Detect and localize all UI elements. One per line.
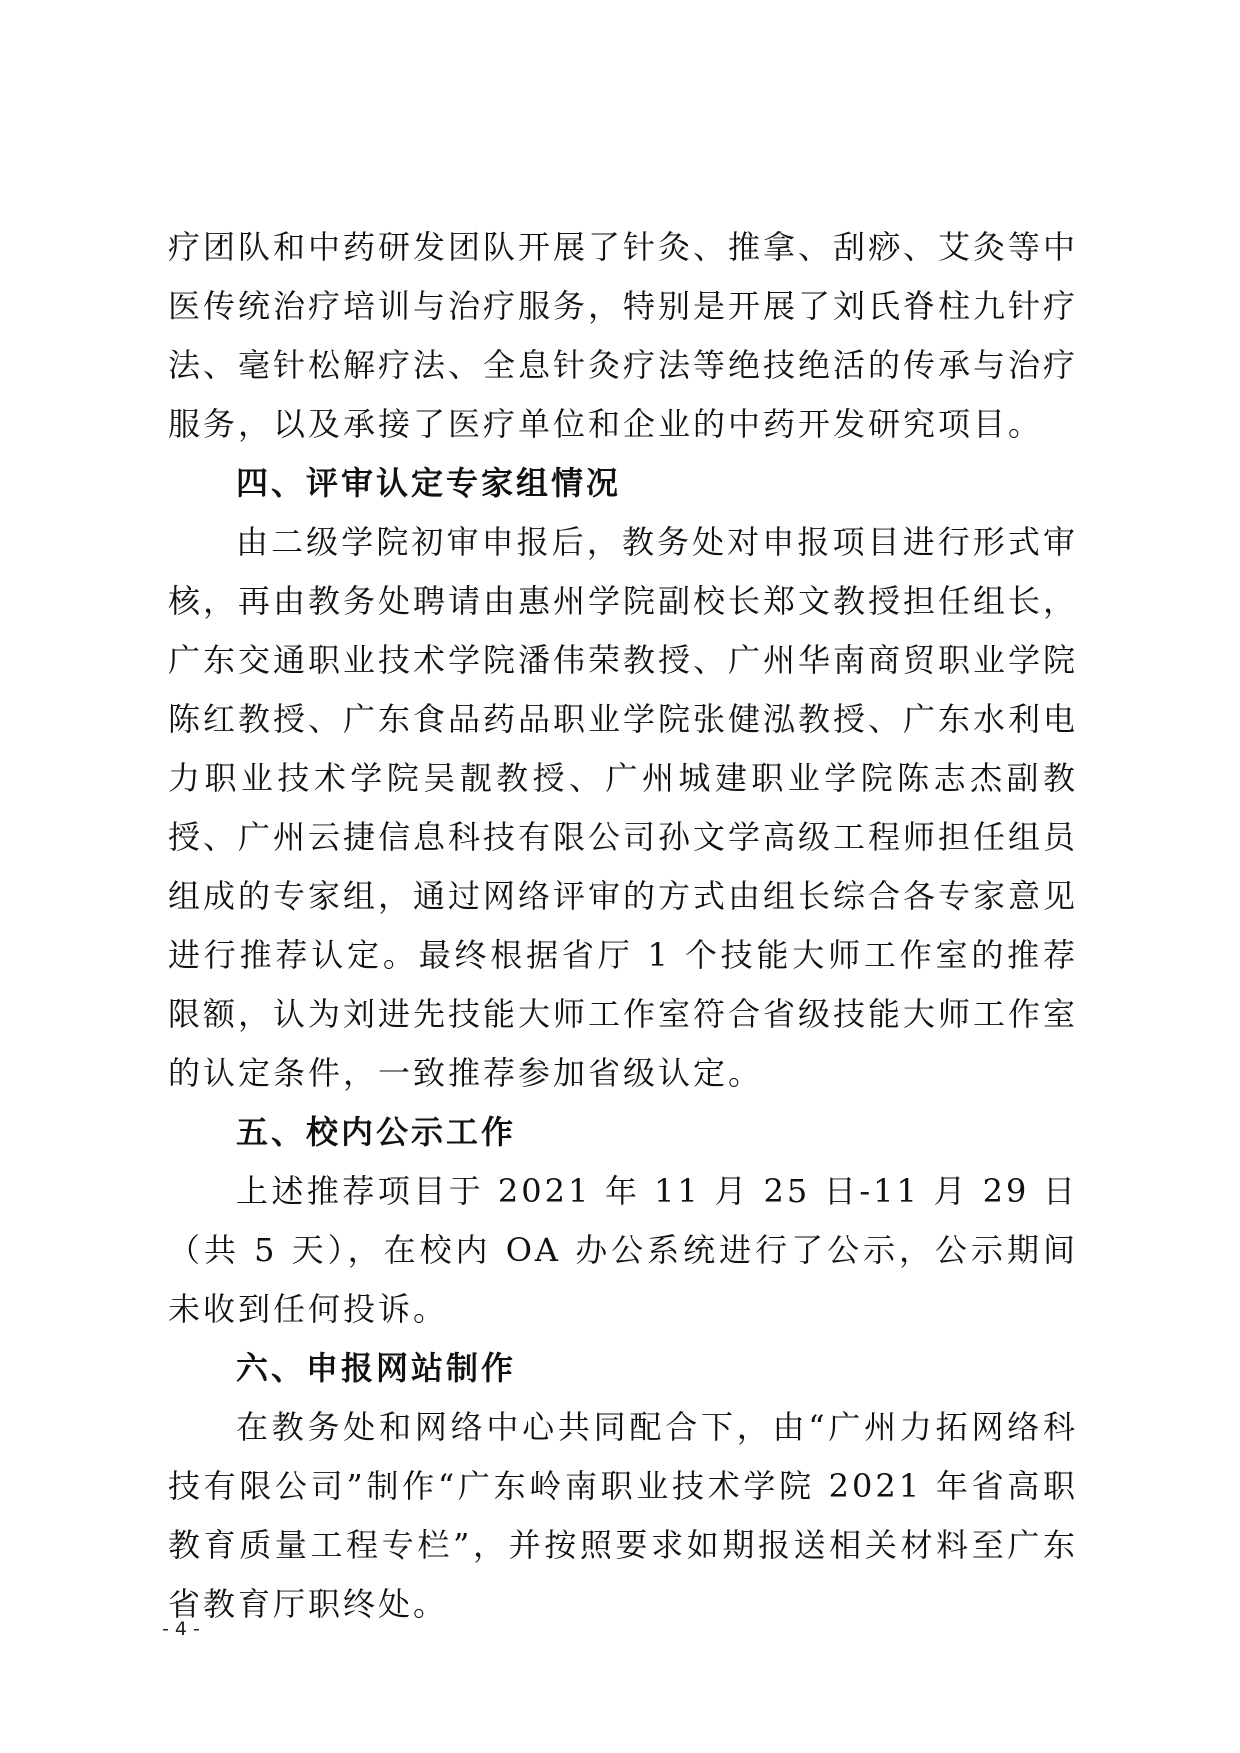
paragraph-website: 在教务处和网络中心共同配合下，由“广州力拓网络科技有限公司”制作“广东岭南职业技术学院 2021 年省高职教育质量工程专栏”，并按照要求如期报送相关材料至广东省教育厅职终处。 — [168, 1408, 1078, 1623]
page-number: - 4 - — [162, 1618, 200, 1640]
heading-public-notice: 五、校内公示工作 — [236, 1113, 517, 1151]
heading-expert-panel: 四、评审认定专家组情况 — [236, 464, 622, 502]
document-body — [168, 218, 1078, 1634]
paragraph-team-services: 疗团队和中药研发团队开展了针灸、推拿、刮痧、艾灸等中医传统治疗培训与治疗服务，特别是开展了刘氏脊柱九针疗法、毫针松解疗法、全息针灸疗法等绝技绝活的传承与治疗服务，以及承接了医疗单位和企业的中药开发研究项目。 — [168, 228, 1079, 443]
paragraph-public-notice: 上述推荐项目于 2021 年 11 月 25 日-11 月 29 日（共 5 天），在校内 OA 办公系统进行了公示，公示期间未收到任何投诉。 — [168, 1172, 1078, 1328]
heading-website: 六、申报网站制作 — [236, 1349, 517, 1387]
paragraph-expert-panel: 由二级学院初审申报后，教务处对申报项目进行形式审核，再由教务处聘请由惠州学院副校长郑文教授担任组长，广东交通职业技术学院潘伟荣教授、广州华南商贸职业学院陈红教授、广东食品药品职业学院张健泓教授、广东水利电力职业技术学院吴靓教授、广州城建职业学院陈志杰副教授、广州云捷信息科技有限公司孙文学高级工程师担任组员组成的专家组，通过网络评审的方式由组长综合各专家意见进行推荐认定。最终根据省厅 1 个技能大师工作室的推荐限额，认为刘进先技能大师工作室符合省级技能大师工作室的认定条件，一致推荐参加省级认定。 — [168, 523, 1079, 1092]
